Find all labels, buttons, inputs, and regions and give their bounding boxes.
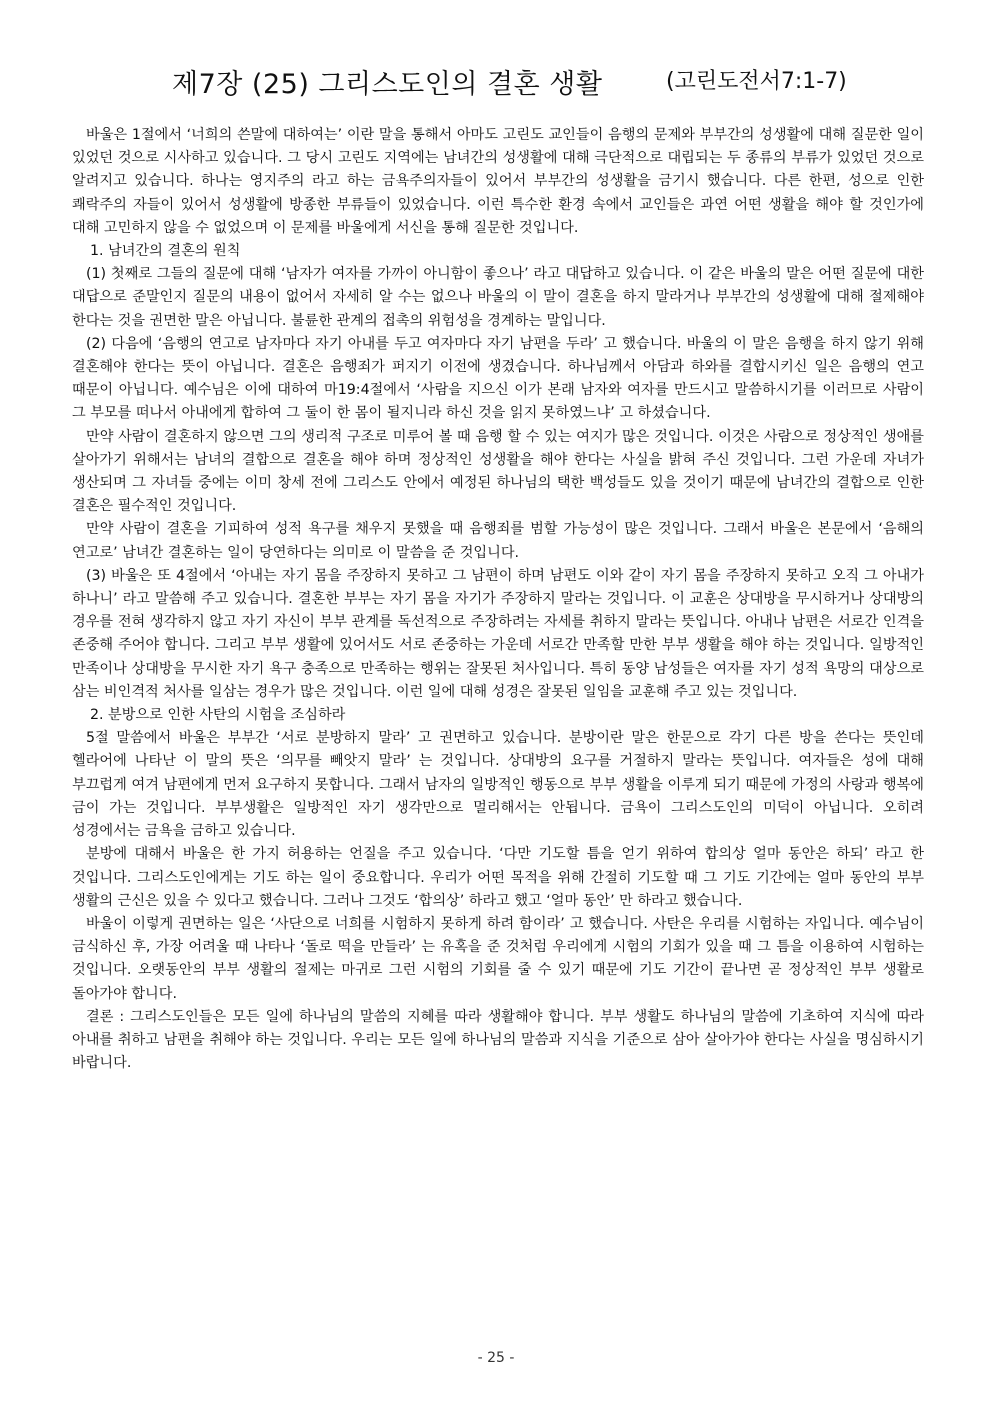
document-body bbox=[72, 124, 924, 1075]
section-heading: 1. 남녀간의 결혼의 원칙 bbox=[90, 243, 241, 260]
paragraph: 바울이 이렇게 권면하는 일은 ‘사단으로 너희를 시험하지 못하게 하려 함이라’ 고 했습니다. 사탄은 우리를 시험하는 자입니다. 예수님이 금식하신 후, 가장 어려울 때 나타나 ‘돌로 떡을 만들라’ 는 유혹을 준 것처럼 우리에게 시험의 기회가 있을 때 그 틈을 이용하여 시험하는 것입니다. 오랫동안의 부부 생활의 절제는 마귀로 그런 시험의 기회를 줄 수 있기 때문에 기도 기간이 끝나면 곧 정상적인 부부 생활로 돌아가야 합니다. bbox=[72, 915, 924, 1002]
paragraph: 바울은 1절에서 ‘너희의 쓴말에 대하여는’ 이란 말을 통해서 아마도 고린도 교인들이 음행의 문제와 부부간의 성생활에 대해 질문한 일이 있었던 것으로 시사하고 있습니다. 그 당시 고린도 지역에는 남녀간의 성생활에 대해 극단적으로 대립되는 두 종류의 부류가 있었던 것으로 알려지고 있습니다. 하나는 영지주의 라고 하는 금욕주의자들이 있어서 부부간의 성생활을 금기시 했습니다. 다른 한편, 성으로 인한 쾌락주의 자들이 있어서 성생활에 방종한 부류들이 있었습니다. 이런 특수한 환경 속에서 교인들은 과연 어떤 생활을 해야 할 것인가에 대해 고민하지 않을 수 없었으며 이 문제를 바울에게 서신을 통해 질문한 것입니다. bbox=[72, 127, 924, 236]
page-number: - 25 - bbox=[477, 1350, 515, 1366]
paragraph: 만약 사람이 결혼을 기피하여 성적 욕구를 채우지 못했을 때 음행죄를 범할 가능성이 많은 것입니다. 그래서 바울은 본문에서 ‘음해의 연고로’ 남녀간 결혼하는 일이 당연하다는 의미로 이 말씀을 준 것입니다. bbox=[72, 521, 924, 561]
paragraph: (3) 바울은 또 4절에서 ‘아내는 자기 몸을 주장하지 못하고 그 남편이 하며 남편도 이와 같이 자기 몸을 주장하지 못하고 오직 그 아내가 하나니’ 라고 말씀해 주고 있습니다. 결혼한 부부는 자기 몸을 자기가 주장하지 말라는 것입니다. 이 교훈은 상대방을 무시하거나 상대방의 경우를 전혀 생각하지 않고 자기 자신이 부부 관계를 독선적으로 주장하려는 자세를 취하지 말라는 뜻입니다. 아내나 남편은 서로간 인격을 존중해 주어야 합니다. 그리고 부부 생활에 있어서도 서로 존중하는 가운데 서로간 만족할 만한 부부 생활을 해야 하는 것입니다. 일방적인 만족이나 상대방을 무시한 자기 욕구 충족으로 만족하는 행위는 잘못된 처사입니다. 특히 동양 남성들은 여자를 자기 성적 욕망의 대상으로 삼는 비인격적 처사를 일삼는 경우가 많은 것입니다. 이런 일에 대해 성경은 잘못된 일임을 교훈해 주고 있는 것입니다. bbox=[72, 567, 924, 700]
scripture-reference: (고린도전서7:1-7) bbox=[666, 69, 847, 94]
paragraph: 5절 말씀에서 바울은 부부간 ‘서로 분방하지 말라’ 고 권면하고 있습니다. 분방이란 말은 한문으로 각기 다른 방을 쓴다는 뜻인데 헬라어에 나타난 이 말의 뜻은 ‘의무를 빼앗지 말라’ 는 것입니다. 상대방의 요구를 거절하지 말라는 뜻입니다. 여자들은 성에 대해 부끄럽게 여겨 남편에게 먼저 요구하지 못합니다. 그래서 남자의 일방적인 행동으로 부부 생활을 이루게 되기 때문에 가정의 사랑과 행복에 금이 가는 것입니다. 부부생활은 일방적인 자기 생각만으로 멀리해서는 안됩니다. 금욕이 그리스도인의 미덕이 아닙니다. 오히려 성경에서는 금욕을 금하고 있습니다. bbox=[72, 730, 924, 840]
section-heading: 2. 분방으로 인한 사탄의 시험을 조심하라 bbox=[90, 707, 346, 724]
page-title: 제7장 (25) 그리스도인의 결혼 생활 bbox=[172, 69, 603, 100]
paragraph: (1) 첫째로 그들의 질문에 대해 ‘남자가 여자를 가까이 아니함이 좋으나’ 라고 대답하고 있습니다. 이 같은 바울의 말은 어떤 질문에 대한 대답으로 준말인지 질문의 내용이 없어서 자세히 알 수는 없으나 바울의 이 말이 결혼을 하지 말라거나 부부간의 성생활에 대해 절제해야 한다는 것을 권면한 말은 아닙니다. 불륜한 관계의 접촉의 위험성을 경계하는 말입니다. bbox=[72, 266, 924, 329]
title-row bbox=[0, 62, 992, 112]
paragraph: (2) 다음에 ‘음행의 연고로 남자마다 자기 아내를 두고 여자마다 자기 남편을 두라’ 고 했습니다. 바울의 이 말은 음행을 하지 않기 위해 결혼해야 한다는 뜻이 아닙니다. 결혼은 음행죄가 퍼지기 이전에 생겼습니다. 하나님께서 아담과 하와를 결합시키신 일은 음행의 연고 때문이 아닙니다. 예수님은 이에 대하여 마19:4절에서 ‘사람을 지으신 이가 본래 남자와 여자를 만드시고 말씀하시기를 이러므로 사람이 그 부모를 떠나서 아내에게 합하여 그 둘이 한 몸이 될지니라 하신 것을 읽지 못하였느냐’ 고 하셨습니다. bbox=[72, 335, 924, 422]
paragraph: 만약 사람이 결혼하지 않으면 그의 생리적 구조로 미루어 볼 때 음행 할 수 있는 여지가 많은 것입니다. 이것은 사람으로 정상적인 생애를 살아가기 위해서는 남녀의 결합으로 결혼을 해야 하며 정상적인 성생활을 해야 한다는 사실을 밝혀 주신 것입니다. 그런 가운데 자녀가 생산되며 그 자녀들 중에는 이미 창세 전에 그리스도 안에서 예정된 하나님의 택한 백성들도 있을 것이기 때문에 남녀간의 결합으로 인한 결혼은 필수적인 것입니다. bbox=[72, 428, 924, 515]
paragraph: 결론 : 그리스도인들은 모든 일에 하나님의 말씀의 지혜를 따라 생활해야 합니다. 부부 생활도 하나님의 말씀에 기초하여 지식에 따라 아내를 취하고 남편을 취해야 하는 것입니다. 우리는 모든 일에 하나님의 말씀과 지식을 기준으로 삼아 살아가야 한다는 사실을 명심하시기 바랍니다. bbox=[72, 1008, 924, 1072]
paragraph: 분방에 대해서 바울은 한 가지 허용하는 언질을 주고 있습니다. ‘다만 기도할 틈을 얻기 위하여 합의상 얼마 동안은 하되’ 라고 한 것입니다. 그리스도인에게는 기도 하는 일이 중요합니다. 우리가 어떤 목적을 위해 간절히 기도할 때 그 기도 기간에는 얼마 동안의 부부 생활의 근신은 있을 수 있다고 했습니다. 그러나 그것도 ‘합의상’ 하라고 했고 ‘얼마 동안’ 만 하라고 했습니다. bbox=[72, 846, 924, 909]
